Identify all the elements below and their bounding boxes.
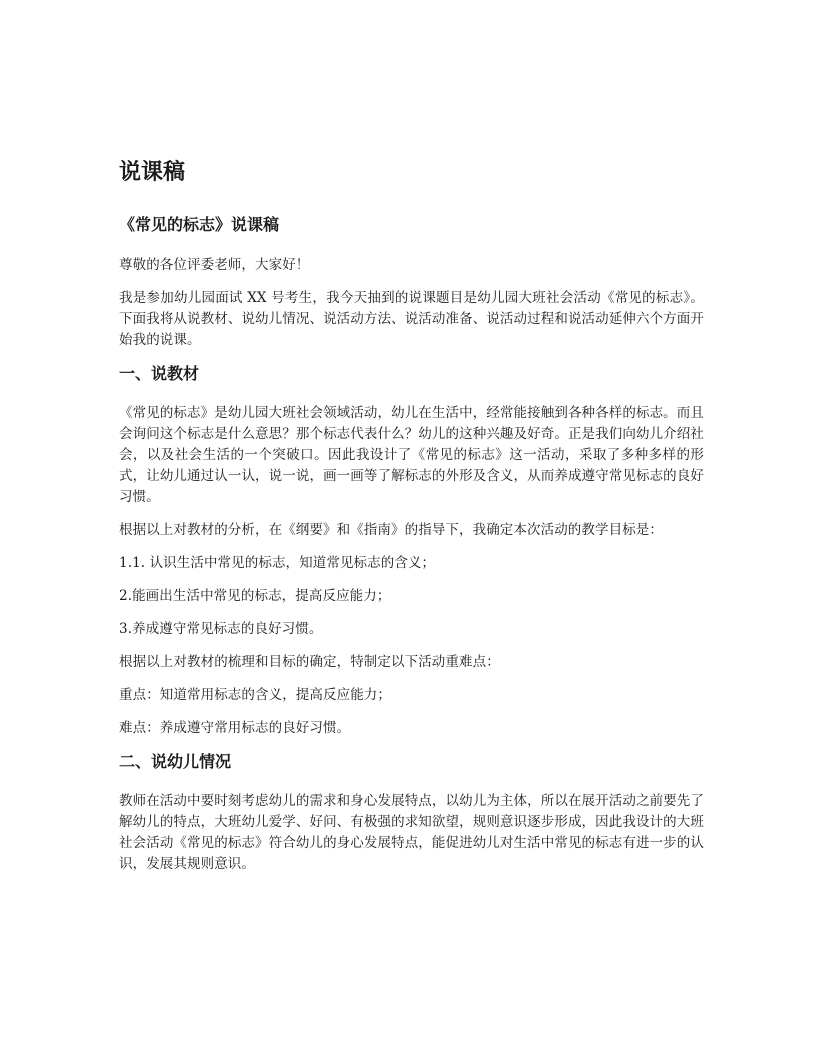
document-subtitle: 《常见的标志》说课稿	[119, 215, 280, 234]
document-page	[119, 158, 704, 887]
section-heading-teaching-material: 一、说教材	[119, 364, 200, 383]
section-heading-children-situation: 二、说幼儿情况	[119, 752, 232, 771]
goal-item-3: 3.养成遵守常见标志的良好习惯。	[119, 621, 323, 637]
greeting-paragraph: 尊敬的各位评委老师，大家好！	[119, 257, 310, 273]
goal-item-2: 2.能画出生活中常见的标志，提高反应能力；	[119, 588, 391, 604]
children-situation-paragraph: 教师在活动中要时刻考虑幼儿的需求和身心发展特点，以幼儿为主体，所以在展开活动之前要先了解幼儿的特点，大班幼儿爱学、好问、有极强的求知欲望，规则意识逐步形成，因此我设计的大班社会活动《常见的标志》符合幼儿的身心发展特点，能促进幼儿对生活中常见的标志有进一步的认识，发展其规则意识。	[119, 793, 704, 872]
key-point-paragraph: 重点：知道常用标志的含义，提高反应能力；	[119, 687, 391, 703]
intro-paragraph: 我是参加幼儿园面试 XX 号考生，我今天抽到的说课题目是幼儿园大班社会活动《常见的标志》。下面我将从说教材、说幼儿情况、说活动方法、说活动准备、说活动过程和说活动延伸六个方面开始我的说课。	[119, 290, 704, 348]
key-points-intro-paragraph: 根据以上对教材的梳理和目标的确定，特制定以下活动重难点：	[119, 654, 500, 670]
goals-intro-paragraph: 根据以上对教材的分析，在《纲要》和《指南》的指导下，我确定本次活动的教学目标是：	[119, 522, 663, 538]
goal-item-1: 1.1. 认识生活中常见的标志，知道常见标志的含义；	[119, 555, 436, 571]
document-title: 说课稿	[119, 160, 186, 185]
difficult-point-paragraph: 难点：养成遵守常用标志的良好习惯。	[119, 720, 351, 736]
material-paragraph: 《常见的标志》是幼儿园大班社会领域活动，幼儿在生活中，经常能接触到各种各样的标志。而且会询问这个标志是什么意思？那个标志代表什么？幼儿的这种兴趣及好奇。正是我们向幼儿介绍社会，以及社会生活的一个突破口。因此我设计了《常见的标志》这一活动，采取了多种多样的形式，让幼儿通过认一认，说一说，画一画等了解标志的外形及含义，从而养成遵守常见标志的良好习惯。	[119, 405, 704, 505]
